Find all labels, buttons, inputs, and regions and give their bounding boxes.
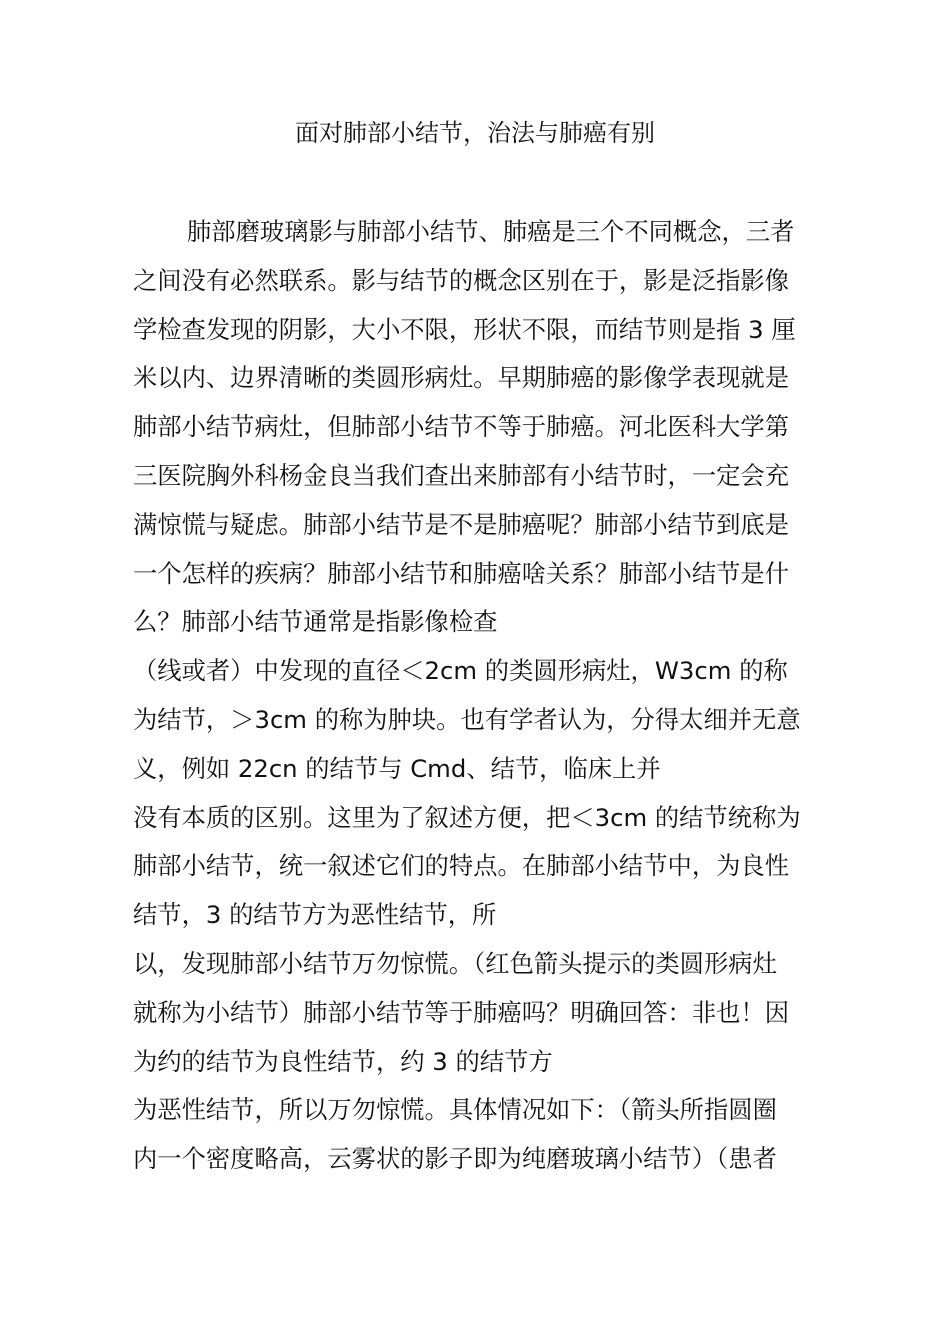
body-line: 肺部小结节，统一叙述它们的特点。在肺部小结节中，为良性 [133,851,790,881]
body-line: 学检查发现的阴影，大小不限，形状不限，而结节则是指 3 厘 [133,314,796,344]
body-line: 一个怎样的疾病？肺部小结节和肺癌啥关系？肺部小结节是什 [133,558,790,588]
body-line: 没有本质的区别。这里为了叙述方便，把＜3cm 的结节统称为 [133,802,801,832]
body-line: 以，发现肺部小结节万勿惊慌。（红色箭头提示的类圆形病灶 [133,948,777,978]
body-line: 满惊慌与疑虑。肺部小结节是不是肺癌呢？肺部小结节到底是 [133,509,790,539]
document-title: 面对肺部小结节，治法与肺癌有别 [295,119,655,147]
body-line: 米以内、边界清晰的类圆形病灶。早期肺癌的影像学表现就是 [133,363,790,393]
body-line: 内一个密度略高，云雾状的影子即为纯磨玻璃小结节）（患者 [133,1144,777,1174]
body-line: （线或者）中发现的直径＜2cm 的类圆形病灶，W3cm 的称 [133,656,788,686]
body-line: 就称为小结节）肺部小结节等于肺癌吗？明确回答：非也！因 [133,997,790,1027]
document-body [133,208,833,1184]
body-line: 之间没有必然联系。影与结节的概念区别在于，影是泛指影像 [133,265,790,295]
body-line: 肺部小结节病灶，但肺部小结节不等于肺癌。河北医科大学第 [133,412,790,442]
body-line: 三医院胸外科杨金良当我们查出来肺部有小结节时，一定会充 [133,460,790,490]
body-line: 为约的结节为良性结节，约 3 的结节方 [133,1046,553,1076]
body-line: 么？肺部小结节通常是指影像检查 [133,607,498,637]
body-line: 肺部磨玻璃影与肺部小结节、肺癌是三个不同概念，三者 [187,217,795,246]
body-line: 结节，3 的结节方为恶性结节，所 [133,900,497,930]
body-line: 义，例如 22cn 的结节与 Cmd、结节，临床上并 [133,753,661,783]
body-line: 为结节，＞3cm 的称为肿块。也有学者认为，分得太细并无意 [133,704,801,734]
body-line: 为恶性结节，所以万勿惊慌。具体情况如下：（箭头所指圆圈 [133,1095,777,1125]
